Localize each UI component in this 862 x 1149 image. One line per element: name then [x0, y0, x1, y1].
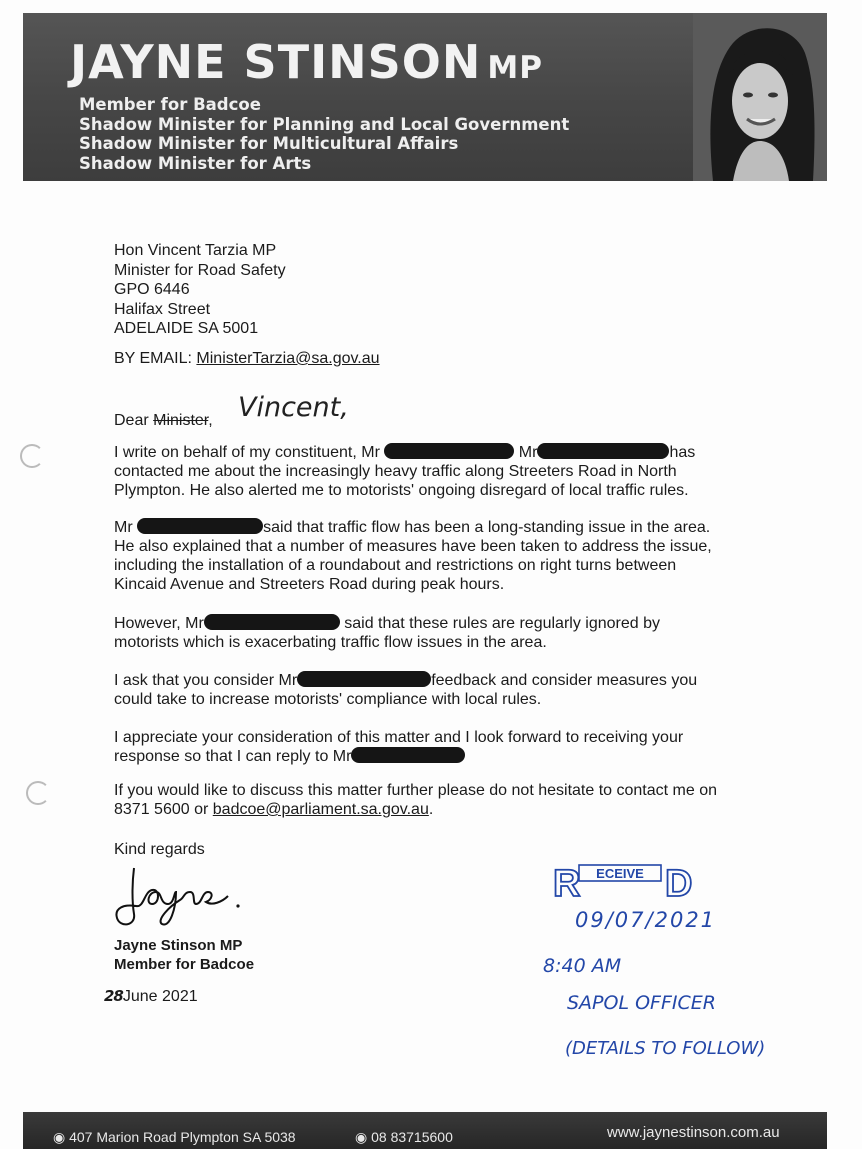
paragraph-text: has contacted me about the increasingly heavy traffic along Streeters Road in North Plympton. He also alerted me to motorists' ongoing disregard of local traffic rules.	[114, 444, 696, 499]
address-line: GPO 6446	[114, 281, 190, 298]
address-line: Hon Vincent Tarzia MP	[114, 242, 277, 259]
paragraph-3	[114, 614, 729, 652]
stamp-received-label: ECEIVE	[596, 866, 644, 881]
mp-suffix: MP	[487, 50, 543, 86]
redaction-bar	[537, 443, 669, 459]
paragraph-2	[114, 518, 729, 594]
received-stamp	[553, 862, 693, 898]
footer-address	[53, 1129, 296, 1146]
phone-icon: ◉	[355, 1129, 368, 1145]
paragraph-text: If you would like to discuss this matter further please do not hesitate to contact me on 8371 5600 or	[114, 782, 717, 818]
paragraph-5	[114, 728, 729, 766]
redaction-bar	[384, 443, 514, 459]
redaction-bar	[351, 747, 465, 763]
recipient-email-link[interactable]: MinisterTarzia@sa.gov.au	[196, 350, 380, 367]
handwritten-signature	[112, 862, 252, 932]
stamp-time: 8:40 AM	[543, 955, 622, 977]
letterhead-roles	[79, 95, 569, 173]
salutation-struck-word: Minister	[153, 412, 209, 429]
stamp-details-note: (DETAILS TO FOLLOW)	[565, 1038, 766, 1059]
signatory-title: Member for Badcoe	[114, 956, 255, 973]
role-line: Shadow Minister for Multicultural Affairs	[79, 134, 459, 153]
paragraph-text: I write on behalf of my constituent, Mr	[114, 444, 380, 461]
paragraph-text: said that these rules are regularly ignored by motorists which is exacerbating traffic flow issues in the area.	[114, 615, 660, 651]
role-line: Member for Badcoe	[79, 95, 261, 114]
letterhead-footer	[23, 1112, 827, 1149]
salutation-comma: ,	[208, 412, 213, 429]
mp-name: JAYNE STINSON	[70, 35, 482, 89]
by-email-label: BY EMAIL:	[114, 350, 192, 367]
paragraph-4	[114, 671, 729, 709]
redaction-bar	[297, 671, 431, 687]
paragraph-text: Mr	[114, 519, 133, 536]
paragraph-1	[114, 443, 729, 500]
letterhead-name	[70, 35, 543, 89]
redaction-bar	[204, 614, 340, 630]
handwritten-salutation: Vincent,	[238, 392, 349, 423]
hole-punch	[26, 781, 50, 805]
paragraph-text: Mr	[518, 444, 538, 461]
paragraph-text: I ask that you consider Mr	[114, 672, 298, 689]
kind-regards: Kind regards	[114, 841, 205, 858]
role-line: Shadow Minister for Planning and Local Government	[79, 114, 570, 134]
address-line: Halifax Street	[114, 300, 211, 318]
paragraph-text: feedback and consider measures you could take to increase motorists' compliance with local rules.	[114, 672, 698, 708]
paragraph-6	[114, 781, 729, 819]
recipient-address	[114, 241, 286, 339]
letterhead-banner	[23, 13, 827, 181]
address-line: Minister for Road Safety	[114, 261, 286, 279]
badcoe-email-link[interactable]: badcoe@parliament.sa.gov.au	[212, 801, 429, 818]
location-pin-icon: ◉	[53, 1129, 66, 1145]
date-handwritten-day: 28	[104, 987, 123, 1005]
hole-punch	[20, 444, 44, 468]
paragraph-text: I appreciate your consideration of this matter and I look forward to receiving your response so that I can reply to Mr	[114, 729, 684, 765]
date-printed: June 2021	[122, 988, 198, 1005]
footer-address-text: 407 Marion Road Plympton SA 5038	[69, 1129, 296, 1145]
paragraph-text: .	[428, 801, 434, 818]
redaction-bar	[137, 518, 263, 534]
signatory-block	[114, 936, 254, 974]
portrait-photo	[693, 13, 827, 181]
footer-website-link[interactable]: www.jaynestinson.com.au	[607, 1124, 780, 1141]
footer-phone-text: 08 83715600	[371, 1129, 453, 1145]
paragraph-text: However, Mr	[114, 615, 204, 632]
letter-date	[104, 987, 198, 1006]
role-line: Shadow Minister for Arts	[79, 153, 312, 173]
paragraph-text: said that traffic flow has been a long-standing issue in the area. He also explained that a number of measures have been taken to address the issue, including the installation of a roundabout and restrictions on right turns between Kincaid Avenue and Streeters Road during peak hours.	[114, 519, 712, 593]
signatory-name: Jayne Stinson MP	[114, 937, 243, 954]
svg-text:D: D	[665, 863, 693, 898]
footer-phone	[355, 1129, 453, 1146]
stamp-date: 09/07/2021	[575, 908, 717, 932]
salutation-dear: Dear	[114, 412, 154, 429]
by-email-line	[114, 350, 380, 368]
salutation	[114, 411, 729, 430]
stamp-officer: SAPOL OFFICER	[567, 992, 716, 1014]
address-line: ADELAIDE SA 5001	[114, 320, 259, 337]
svg-text:R: R	[553, 863, 581, 898]
